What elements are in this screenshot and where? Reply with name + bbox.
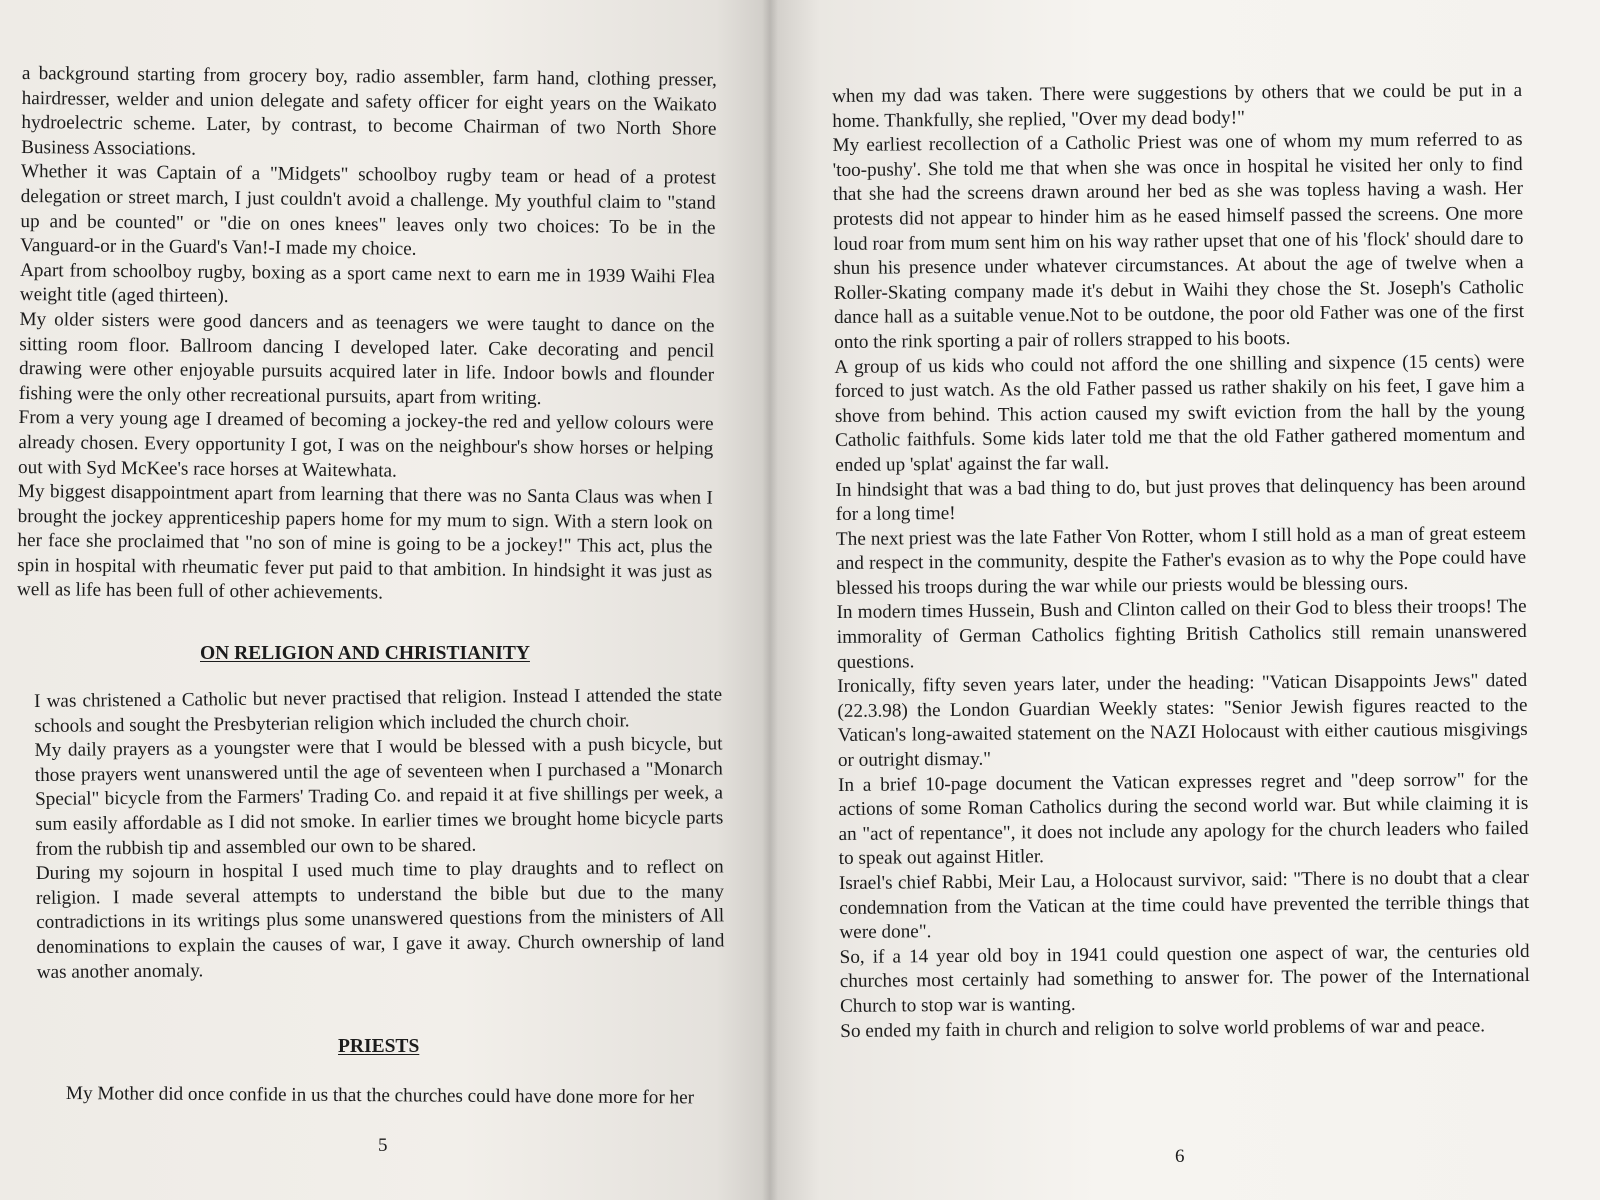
section-heading-priests: PRIESTS	[338, 1036, 420, 1057]
paragraph: So ended my faith in church and religion to solve world problems of war and peace.	[840, 1014, 1486, 1042]
paragraph: During my sojourn in hospital I used much time to play draughts and to reflect on religion. I made several attempts to understand the bible but due to the many contradictions in its writings plus some unanswered questions from the ministers of All denominations to explain the causes of war, I gave it away. Church ownership of land was another anomaly.	[35, 856, 725, 983]
paragraph: My daily prayers as a youngster were that I would be blessed with a push bicycle, but those prayers went unanswered until the age of seventeen when I purchased a "Monarch Special" bicycle from the Farmers' Trading Co. and repaid it at five shillings per week, a sum easily affordable as I did not smoke. In earlier times we brought home bicycle parts from the rubbish tip and assembled our own to be shared.	[34, 733, 724, 860]
paragraph: Apart from schoolboy rugby, boxing as a sport came next to earn me in 1939 Waihi Flea weight title (aged thirteen).	[19, 259, 716, 308]
paragraph: Whether it was Captain of a "Midgets" schoolboy rugby team or head of a protest delegation or street march, I just couldn't avoid a challenge. My youthful claim to "stand up and be counted" or "die on ones knees" leaves only two choices: To be in the Vanguard-or in the Guard's Van!-I made my choice.	[20, 161, 717, 260]
paragraph: Ironically, fifty seven years later, under the heading: "Vatican Disappoints Jews" dated (22.3.98) the London Guardian Weekly states: "Senior Jewish figures reacted to the Vatican's long-awaited statement on the NAZI Holocaust with either cautious misgivings or outright dismay."	[837, 670, 1528, 772]
paragraph: My earliest recollection of a Catholic Priest was one of whom my mum referred to as 'too-pushy'. She told me that when she was once in hospital he visited her only to find that she had the screens drawn around her bed as she was topless having a wash. Her protests did not appear to hinder him as he eased himself passed the screens. One more loud roar from mum sent him on his way rather upset that one of his 'flock' should dare to shun his presence under whatever circumstances. At about the age of twelve when a Roller-Skating company made it's debut in Waihi they chose the St. Joseph's Catholic dance hall as a suitable venue.Not to be outdone, the poor old Father was one of the first onto the rink sporting a pair of rollers strapped to his boots.	[832, 129, 1525, 353]
paragraph: My biggest disappointment apart from learning that there was no Santa Claus was when I brought the jockey apprenticeship papers home for my mum to sign. With a stern look on her face she proclaimed that "no son of mine is going to be a jockey!" This act, plus the spin in hospital with rheumatic fever put paid to that ambition. In hindsight it was just as well as life has been full of other achievements.	[16, 481, 713, 604]
paragraph: In hindsight that was a bad thing to do, but just proves that delinquency has been around for a long time!	[835, 473, 1526, 526]
paragraph: My Mother did once confide in us that the churches could have done more for her	[65, 1083, 695, 1109]
section-heading-religion: ON RELIGION AND CHRISTIANITY	[200, 643, 530, 664]
paragraph: when my dad was taken. There were suggestions by others that we could be put in a home. Thankfully, she replied, "Over my dead body!"	[832, 79, 1523, 132]
paragraph: In modern times Hussein, Bush and Clinton called on their God to bless their troops! The immorality of German Catholics fighting British Catholics still remain unanswered questions.	[836, 596, 1527, 673]
page-number: 6	[1175, 1146, 1185, 1167]
paragraph: A group of us kids who could not afford the one shilling and sixpence (15 cents) were forced to just watch. As the old Father passed us rather shakily on his feet, I gave him a shove from behind. This action caused my swift eviction from the hall by the young Catholic faithfuls. Some kids later told me that the old Father gathered momentum and ended up 'splat' against the far wall.	[834, 350, 1526, 476]
paragraph: I was christened a Catholic but never practised that religion. Instead I attended the state schools and sought the Presbyterian religion which included the church choir.	[34, 684, 723, 737]
paragraph: From a very young age I dreamed of becoming a jockey-the red and yellow colours were already chosen. Every opportunity I got, I was on the neighbour's show horses or helping out with Syd McKee's race horses at Waitewhata.	[18, 407, 714, 482]
left-page-body-religion	[34, 683, 725, 985]
book-gutter	[762, 0, 778, 1200]
left-page-body-top	[17, 62, 717, 610]
right-page-body	[832, 79, 1530, 1044]
paragraph: So, if a 14 year old boy in 1941 could question one aspect of war, the centuries old churches most certainly had something to answer for. The power of the International Church to stop war is wanting.	[839, 940, 1530, 1017]
page-number: 5	[378, 1135, 388, 1156]
paragraph: The next priest was the late Father Von Rotter, whom I still hold as a man of great esteem and respect in the community, despite the Father's evasion as to why the Pope could have blessed his troops during the war while our priests would be blessing ours.	[835, 522, 1527, 599]
paragraph: In a brief 10-page document the Vatican expresses regret and "deep sorrow" for the actions of some Roman Catholics during the second world war. But while claiming it is an "act of repentance", it does not include any apology for the church leaders who failed to speak out against Hitler.	[838, 768, 1529, 870]
paragraph: Israel's chief Rabbi, Meir Lau, a Holocaust survivor, said: "There is no doubt that a clear condemnation from the Vatican at the time could have prevented the terrible things that were done".	[838, 866, 1530, 944]
left-page	[0, 0, 770, 1200]
paragraph: a background starting from grocery boy, radio assembler, farm hand, clothing presser, hairdresser, welder and union delegate and safety officer for eight years on the Waikato hydroelectric scheme. Later, by contrast, to become Chairman of two North Shore Business Associations.	[21, 62, 717, 160]
paragraph: My older sisters were good dancers and as teenagers we were taught to dance on the sitting room floor. Ballroom dancing I developed later. Cake decorating and pencil drawing were other enjoyable pursuits acquired later in life. Indoor bowls and flounder fishing were the only other recreational pursuits, apart from writing.	[18, 308, 715, 409]
right-page	[770, 0, 1600, 1200]
